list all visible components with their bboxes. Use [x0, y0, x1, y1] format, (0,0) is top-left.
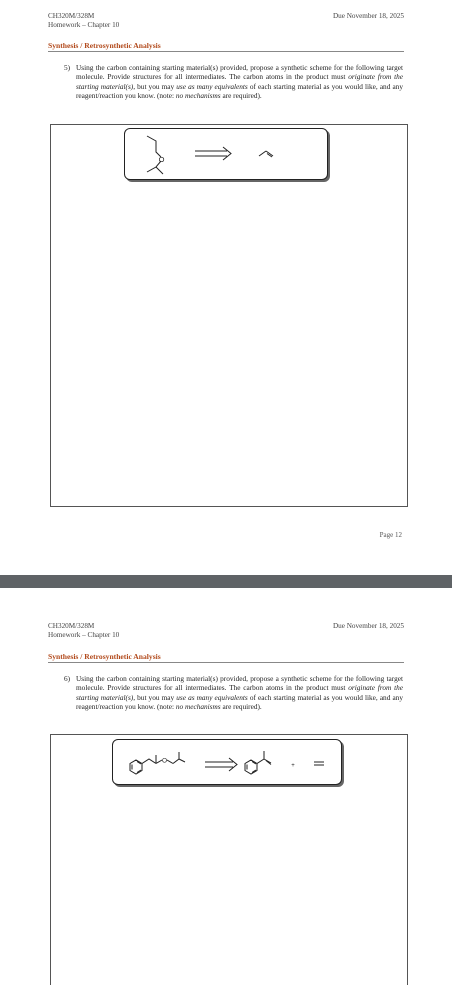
homework-subtitle: Homework – Chapter 10	[48, 21, 120, 29]
section-heading: Synthesis / Retrosynthetic Analysis	[48, 652, 404, 663]
section-heading: Synthesis / Retrosynthetic Analysis	[48, 41, 404, 52]
page-header-left	[48, 622, 119, 640]
starting-material-ethylene	[314, 762, 324, 765]
document-page-13	[0, 588, 452, 985]
question-number: 5)	[64, 63, 71, 72]
retrosynthesis-arrow	[205, 758, 237, 771]
question-text: Using the carbon containing starting material(s) provided, propose a synthetic scheme for the following target molecule. Provide structures for all intermediates. The carbon atoms in the product must originate from the starting material(s), but you may use as many equivalents of each starting material as you would like, and any reagent/reaction you know. (note: no mechanisms are required).	[76, 674, 403, 711]
retrosynthesis-arrow	[195, 147, 231, 160]
plus-sign: +	[291, 763, 295, 769]
reaction-scheme	[113, 740, 341, 784]
page-separator	[0, 575, 452, 588]
target-molecule-ether	[130, 752, 185, 774]
question-text: Using the carbon containing starting material(s) provided, propose a synthetic scheme for the following target molecule. Provide structures for all intermediates. The carbon atoms in the product must originate from the starting material(s), but you may use as many equivalents of each starting material as you would like, and any reagent/reaction you know. (note: no mechanisms are required).	[76, 63, 403, 100]
starting-material-propene	[259, 151, 273, 157]
homework-subtitle: Homework – Chapter 10	[48, 631, 120, 639]
oxygen-atom-label: O	[158, 155, 165, 164]
answer-area	[50, 124, 408, 507]
reaction-scheme	[125, 129, 327, 179]
question-number: 6)	[64, 674, 71, 683]
course-code: CH320M/328M	[48, 622, 95, 630]
reaction-scheme-box	[124, 128, 328, 180]
oxygen-atom-label: O	[161, 757, 168, 765]
page-number: Page 12	[379, 531, 402, 539]
starting-material-methylstyrene	[245, 751, 271, 774]
course-code: CH320M/328M	[48, 12, 95, 20]
due-date: Due November 18, 2025	[332, 622, 404, 630]
reaction-scheme-box	[112, 739, 342, 785]
due-date: Due November 18, 2025	[332, 12, 404, 20]
page-header-left	[48, 12, 119, 30]
